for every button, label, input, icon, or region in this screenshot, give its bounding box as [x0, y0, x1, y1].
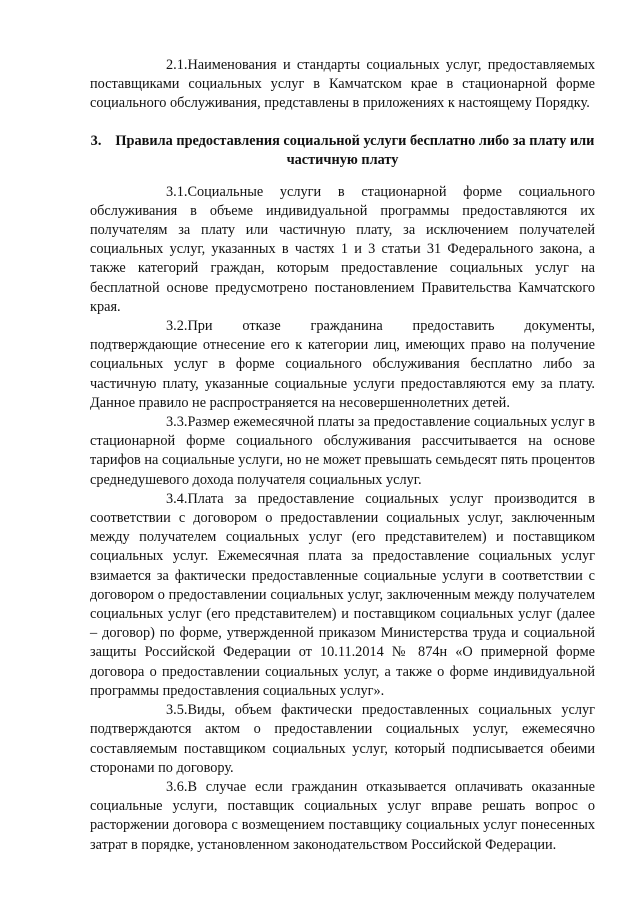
paragraph-3-6	[90, 778, 595, 855]
paragraph-text: Размер ежемесячной платы за предоставление социальных услуг в стационарной форме социального обслуживания рассчитывается на основе тарифов на социальные услуги, но не может превышать семьдесят пять процентов среднедушевого дохода получателя социальных услуг.	[90, 414, 595, 488]
paragraph-number: 3.4.	[166, 490, 188, 507]
section-title: Правила предоставления социальной услуги бесплатно либо за плату или частичную плату	[115, 132, 595, 169]
paragraph-3-3	[90, 413, 595, 490]
section-number: 3.	[90, 132, 102, 149]
paragraph-2-1	[90, 56, 595, 114]
paragraph-number: 3.2.	[166, 318, 188, 335]
paragraph-text: Социальные услуги в стационарной форме социального обслуживания в объеме индивидуальной программы предоставляются их получателям за плату или частичную плату, за исключением получателей социальных услуг, указанных в частях 1 и 3 статьи 31 Федерального закона, а также категорий граждан, которым предоставление социальных услуг на бесплатной основе предусмотрено постановлением Правительства Камчатского края.	[90, 183, 595, 315]
paragraph-number: 3.5.	[166, 702, 188, 719]
document-page	[90, 56, 595, 855]
paragraph-number: 2.1.	[166, 57, 188, 73]
paragraph-3-5	[90, 701, 595, 778]
paragraph-number: 3.6.	[166, 778, 188, 795]
paragraph-text: Наименования и стандарты социальных услуг, предоставляемых поставщиками социальных услуг в Камчатском крае в стационарной форме социального обслуживания, представлены в приложениях к настоящему Порядку.	[90, 57, 595, 112]
paragraph-text: Плата за предоставление социальных услуг производится в соответствии с договором о предоставлении социальных услуг, заключенным между получателем социальных услуг (его представителем) и поставщиком социальных услуг. Ежемесячная плата за предоставление социальных услуг взимается за фактически предоставленные социальные услуги в соответствии с договором о предоставлении социальных услуг, заключенным между получателем социальных услуг (его представителем) и поставщиком социальных услуг (далее – договор) по форме, утвержденной приказом Министерства труда и социальной защиты Российской Федерации от 10.11.2014 № 874н «О примерной форме договора о предоставлении социальных услуг, а также о форме индивидуальной программы предоставления социальных услуг».	[90, 490, 595, 699]
paragraph-text: Виды, объем фактически предоставленных социальных услуг подтверждаются актом о предоставлении социальных услуг, ежемесячно составляемым поставщиком социальных услуг, который подписывается обеими сторонами по договору.	[90, 702, 595, 776]
paragraph-3-1	[90, 183, 595, 317]
paragraph-number: 3.3.	[166, 414, 188, 431]
paragraph-3-4	[90, 490, 595, 701]
section-heading	[90, 132, 595, 171]
paragraph-3-2	[90, 317, 595, 413]
paragraph-text: В случае если гражданин отказывается оплачивать оказанные социальные услуги, поставщик социальных услуг вправе решать вопрос о расторжении договора с возмещением поставщику социальных услуг понесенных затрат в порядке, установленном законодательством Российской Федерации.	[90, 778, 595, 853]
paragraph-text: При отказе гражданина предоставить документы, подтверждающие отнесение его к категории лиц, имеющих право на получение социальных услуг в форме социального обслуживания бесплатно либо за частичную плату, указанные социальные услуги предоставляются ему за плату. Данное правило не распространяется на несовершеннолетних детей.	[90, 318, 595, 411]
paragraph-number: 3.1.	[166, 183, 188, 200]
